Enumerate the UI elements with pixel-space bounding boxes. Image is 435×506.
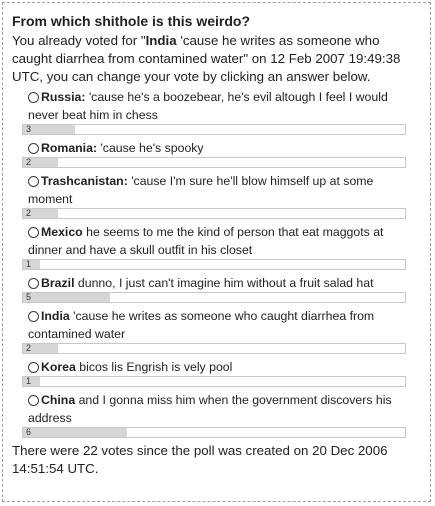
poll-option-russia: [12, 88, 421, 135]
option-text: 'cause he's spooky: [97, 141, 204, 155]
vote-count: 5: [26, 292, 32, 302]
option-label[interactable]: [12, 223, 421, 259]
vote-count: 2: [26, 157, 32, 167]
vote-count: 3: [26, 124, 32, 134]
voted-choice: India: [145, 33, 177, 48]
vote-count: 1: [26, 376, 32, 386]
poll-option-mexico: [12, 223, 421, 270]
option-label[interactable]: [12, 391, 421, 427]
voted-notice: [12, 32, 421, 86]
radio-button[interactable]: [28, 92, 39, 103]
option-text: bicos lis Engrish is vely pool: [75, 360, 233, 374]
vote-count: 1: [26, 259, 32, 269]
poll-option-china: [12, 391, 421, 438]
vote-bar: [22, 376, 406, 387]
option-name: Mexico: [41, 225, 83, 239]
option-name: Brazil: [41, 276, 75, 290]
poll-option-trashcanistan: [12, 172, 421, 219]
vote-bar: [22, 157, 406, 168]
option-name: Korea: [41, 360, 76, 374]
option-label[interactable]: [12, 358, 421, 376]
option-name: Trashcanistan:: [41, 174, 128, 188]
vote-bar: [22, 124, 406, 135]
poll-question: From which shithole is this weirdo?: [12, 13, 251, 29]
poll-option-romania: [12, 139, 421, 168]
poll-options: [12, 88, 421, 438]
option-label[interactable]: [12, 307, 421, 343]
option-text: he seems to me the kind of person that eat maggots at dinner and have a skull outfit in his closet: [28, 225, 384, 257]
option-name: China: [41, 393, 76, 407]
poll-footer: There were 22 votes since the poll was created on 20 Dec 2006 14:51:54 UTC.: [12, 443, 388, 476]
option-text: dunno, I just can't imagine him without a fruit salad hat: [74, 276, 374, 290]
vote-bar: [22, 208, 406, 219]
poll-option-korea: [12, 358, 421, 387]
vote-bar: [22, 427, 406, 438]
option-label[interactable]: [12, 139, 421, 157]
radio-button[interactable]: [28, 227, 39, 238]
option-text: and I gonna miss him when the government discovers his address: [28, 393, 392, 425]
vote-bar: [22, 292, 406, 303]
option-label[interactable]: [12, 88, 421, 124]
option-text: 'cause I'm sure he'll blow himself up at some moment: [28, 174, 374, 206]
poll-option-india: [12, 307, 421, 354]
option-name: Russia:: [41, 90, 86, 104]
option-name: Romania:: [41, 141, 98, 155]
option-text: 'cause he's a boozebear, he's evil altough I feel I would never beat him in chess: [28, 90, 388, 122]
radio-button[interactable]: [28, 395, 39, 406]
vote-count: 2: [26, 208, 32, 218]
poll-option-brazil: [12, 274, 421, 303]
option-label[interactable]: [12, 274, 421, 292]
radio-button[interactable]: [28, 143, 39, 154]
vote-count: 6: [26, 427, 32, 437]
vote-bar-fill: [23, 428, 127, 437]
option-name: India: [41, 309, 70, 323]
poll-widget: [2, 2, 431, 502]
option-text: 'cause he writes as someone who caught diarrhea from contamined water: [28, 309, 375, 341]
radio-button[interactable]: [28, 176, 39, 187]
vote-bar: [22, 259, 406, 270]
radio-button[interactable]: [28, 362, 39, 373]
vote-count: 2: [26, 343, 32, 353]
voted-prefix: You already voted for ": [12, 33, 146, 48]
voted-suffix: 'cause he writes as someone who caught diarrhea from contamined water" on 12 Feb 2007 19:49:38 UTC, you can change your vote by clicking an answer below.: [12, 33, 401, 84]
vote-bar-fill: [23, 293, 110, 302]
radio-button[interactable]: [28, 311, 39, 322]
radio-button[interactable]: [28, 278, 39, 289]
option-label[interactable]: [12, 172, 421, 208]
vote-bar: [22, 343, 406, 354]
